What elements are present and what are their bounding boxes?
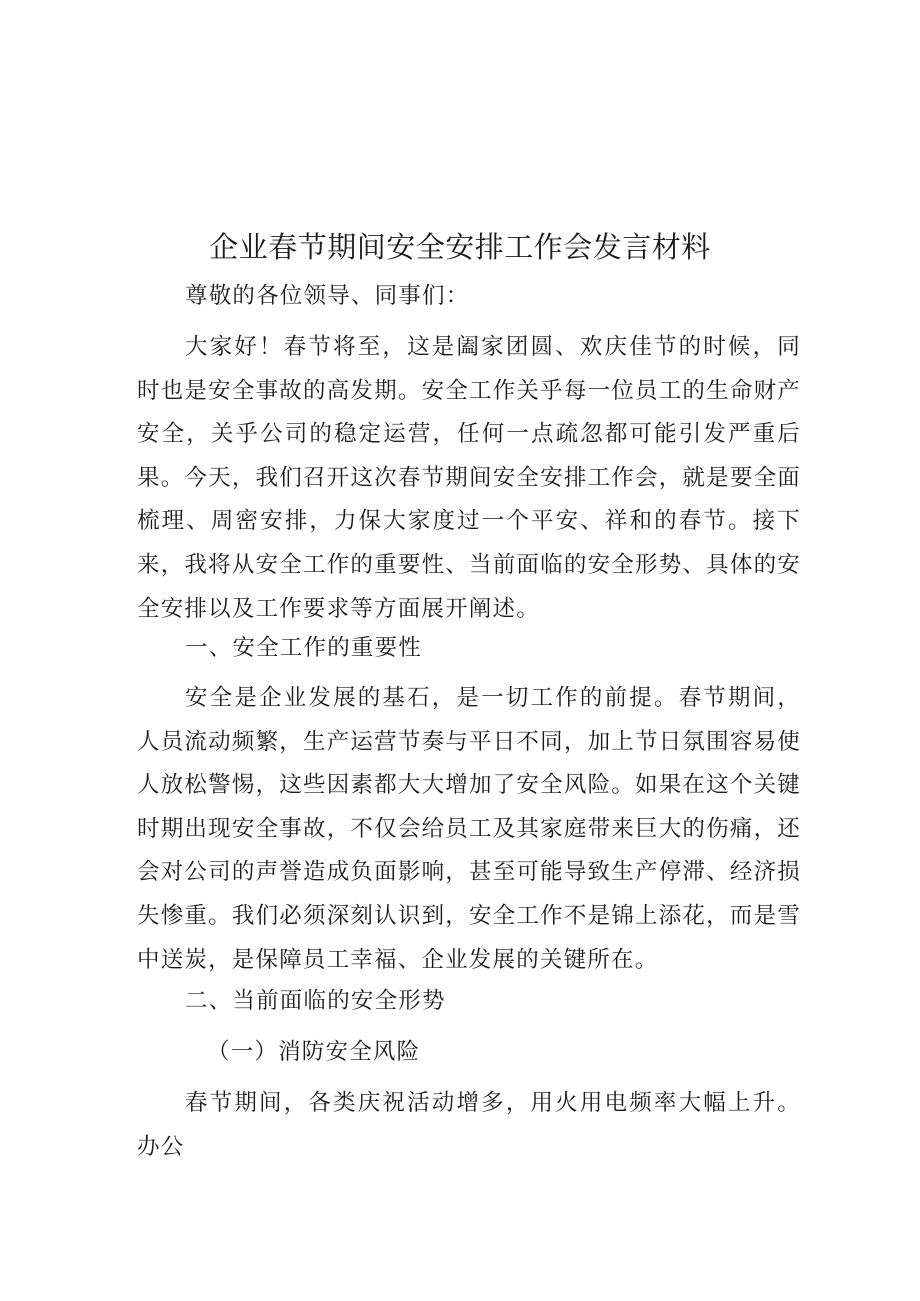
importance-paragraph: 安全是企业发展的基石，是一切工作的前提。春节期间，人员流动频繁，生产运营节奏与平日不同，加上节日氛围容易使人放松警惕，这些因素都大大增加了安全风险。如果在这个关键时期出现安全事故，不仅会给员工及其家庭带来巨大的伤痛，还会对公司的声誉造成负面影响，甚至可能导致生产停滞、经济损失惨重。我们必须深刻认识到，安全工作不是锦上添花，而是雪中送炭，是保障员工幸福、企业发展的关键所在。 — [137, 685, 801, 973]
fire-safety-paragraph: 春节期间，各类庆祝活动增多，用火用电频率大幅上升。办公 — [137, 1090, 801, 1160]
section-heading-situation: 二、当前面临的安全形势 — [185, 988, 446, 1014]
document-title: 企业春节期间安全安排工作会发言材料 — [209, 230, 711, 264]
subsection-heading-fire-safety: （一）消防安全风险 — [207, 1039, 421, 1065]
intro-paragraph: 大家好！春节将至，这是阖家团圆、欢庆佳节的时候，同时也是安全事故的高发期。安全工作关乎每一位员工的生命财产安全，关乎公司的稳定运营，任何一点疏忽都可能引发严重后果。今天，我们召开这次春节期间安全安排工作会，就是要全面梳理、周密安排，力保大家度过一个平安、祥和的春节。接下来，我将从安全工作的重要性、当前面临的安全形势、具体的安全安排以及工作要求等方面展开阐述。 — [137, 334, 801, 622]
salutation: 尊敬的各位领导、同事们： — [185, 283, 470, 309]
section-heading-importance: 一、安全工作的重要性 — [185, 635, 423, 661]
